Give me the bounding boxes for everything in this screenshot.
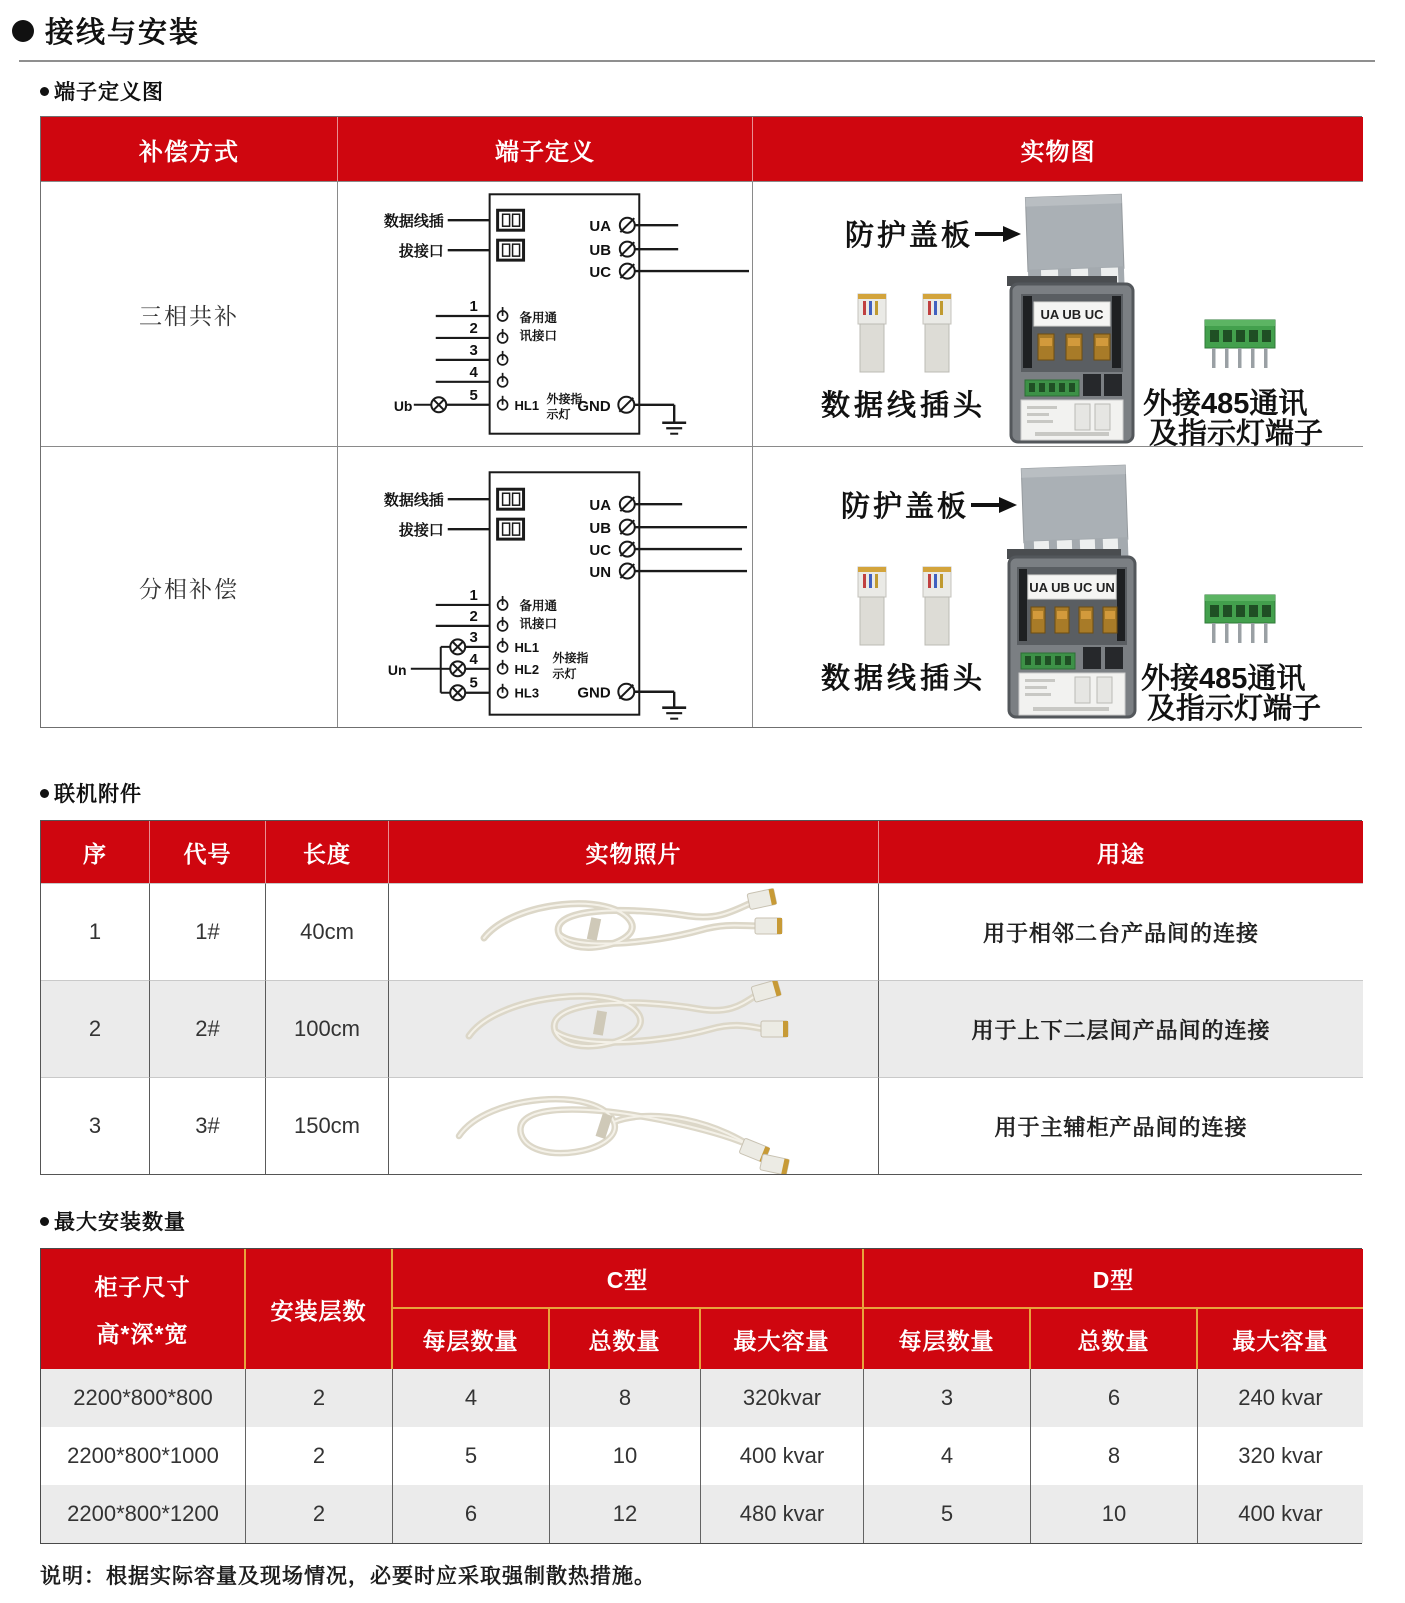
t1-row2-photo-cell	[753, 446, 1363, 727]
t2-r2-code: 2#	[150, 980, 266, 1077]
svg-text:示灯: 示灯	[546, 407, 571, 422]
t1-header-mode: 补偿方式	[41, 117, 338, 181]
t3-r1-d-total: 6	[1031, 1369, 1198, 1427]
rj-connector-icon	[761, 1021, 788, 1037]
t3-r3-c-max: 480 kvar	[701, 1485, 864, 1543]
rj45-plug-icon	[923, 567, 951, 645]
device-front	[1007, 276, 1133, 442]
ground-symbol-icon	[618, 684, 686, 719]
rj-connector-icon	[747, 888, 777, 909]
t3-r3-d-total: 10	[1031, 1485, 1198, 1543]
t2-r3-use: 用于主辅柜产品间的连接	[879, 1077, 1363, 1174]
t2-r2-photo	[389, 980, 879, 1077]
t3-r1-d-max: 240 kvar	[1198, 1369, 1363, 1427]
footnote: 说明：根据实际容量及现场情况，必要时应采取强制散热措施。	[40, 1565, 656, 1588]
page-title: 接线与安装	[45, 17, 201, 49]
photo-three-phase	[753, 182, 1363, 446]
t3-r3-layers: 2	[246, 1485, 393, 1543]
terminal-485	[1205, 320, 1275, 368]
t3-r1-c-per-layer: 4	[393, 1369, 550, 1427]
svg-text:数据线插: 数据线插	[383, 492, 444, 510]
t3-r2-d-total: 8	[1031, 1427, 1198, 1485]
terminal-485	[1205, 595, 1275, 643]
rj-port-icon	[498, 489, 524, 539]
t3-r3-d-max: 400 kvar	[1198, 1485, 1363, 1543]
page-header	[12, 10, 1405, 51]
svg-text:示灯: 示灯	[552, 666, 577, 681]
wiring-diagram-three-phase	[338, 182, 752, 446]
svg-text:外接指: 外接指	[552, 650, 589, 665]
svg-text:UA UB UC: UA UB UC	[1040, 307, 1104, 322]
t3-r3-d-per-layer: 5	[864, 1485, 1031, 1543]
section-label-max-install: 最大安装数量	[40, 1206, 1405, 1236]
t3-header-c-type: C型	[393, 1249, 864, 1309]
t3-header-c-per-layer: 每层数量	[393, 1309, 550, 1369]
svg-text:1: 1	[469, 298, 478, 316]
t3-header-d-max-cap: 最大容量	[1198, 1309, 1363, 1369]
t1-row2-diagram-cell	[338, 446, 753, 727]
device-front	[1007, 549, 1135, 717]
accessories-table	[40, 820, 1362, 1175]
t3-r2-c-per-layer: 5	[393, 1427, 550, 1485]
t3-r2-d-per-layer: 4	[864, 1427, 1031, 1485]
t2-r3-code: 3#	[150, 1077, 266, 1174]
t2-r2-length: 100cm	[266, 980, 389, 1077]
svg-text:数据线插: 数据线插	[383, 213, 444, 231]
t3-header-d-per-layer: 每层数量	[864, 1309, 1031, 1369]
rj-port-icon	[498, 210, 524, 260]
svg-text:HL3: HL3	[514, 685, 540, 701]
t2-header-code: 代号	[150, 821, 266, 883]
svg-text:5: 5	[469, 674, 478, 692]
cable-photo-150cm	[399, 1078, 869, 1174]
title-divider	[19, 60, 1375, 62]
t1-row2-mode: 分相补偿	[41, 446, 338, 727]
svg-text:HL2: HL2	[514, 661, 540, 677]
t3-r2-layers: 2	[246, 1427, 393, 1485]
terminal-definition-table	[40, 116, 1362, 728]
svg-text:UC: UC	[589, 542, 612, 560]
t2-r2-no: 2	[41, 980, 150, 1077]
svg-text:数据线插头: 数据线插头	[821, 390, 987, 422]
t2-r1-photo	[389, 883, 879, 980]
t3-header-c-total: 总数量	[550, 1309, 701, 1369]
t2-r1-code: 1#	[150, 883, 266, 980]
lamp-symbol-icon	[411, 639, 465, 700]
svg-text:Un: Un	[387, 661, 407, 678]
t2-header-photo: 实物照片	[389, 821, 879, 883]
svg-text:拔接口: 拔接口	[398, 522, 444, 540]
cable-photo-40cm	[399, 886, 869, 978]
t3-r1-c-total: 8	[550, 1369, 701, 1427]
t3-r3-c-per-layer: 6	[393, 1485, 550, 1543]
ground-symbol-icon	[618, 397, 686, 434]
cable-photo-100cm	[399, 981, 869, 1077]
svg-text:UN: UN	[589, 564, 612, 582]
t2-r1-use: 用于相邻二台产品间的连接	[879, 883, 1363, 980]
section-label-accessories: 联机附件	[40, 778, 1405, 808]
svg-text:防护盖板: 防护盖板	[845, 220, 974, 252]
svg-text:3: 3	[469, 628, 478, 646]
t3-r1-size: 2200*800*800	[41, 1369, 246, 1427]
max-install-table	[40, 1248, 1362, 1544]
t3-header-d-total: 总数量	[1031, 1309, 1198, 1369]
t3-r2-size: 2200*800*1000	[41, 1427, 246, 1485]
arrow-icon	[971, 497, 1017, 513]
svg-text:HL1: HL1	[514, 397, 540, 413]
t1-header-photo: 实物图	[753, 117, 1363, 181]
svg-text:讯接口: 讯接口	[519, 328, 557, 343]
svg-text:UB: UB	[589, 520, 612, 538]
svg-text:UA: UA	[589, 497, 612, 515]
t2-header-use: 用途	[879, 821, 1363, 883]
t2-r1-no: 1	[41, 883, 150, 980]
t3-r3-size: 2200*800*1200	[41, 1485, 246, 1543]
rj45-plug-icon	[858, 567, 886, 645]
rj45-plug-icon	[858, 294, 886, 372]
t3-r1-d-per-layer: 3	[864, 1369, 1031, 1427]
svg-text:备用通: 备用通	[519, 598, 557, 613]
terminal-symbol-icon	[498, 596, 508, 698]
svg-text:外接指: 外接指	[546, 391, 583, 406]
t1-row1-photo-cell	[753, 181, 1363, 446]
t1-row1-mode: 三相共补	[41, 181, 338, 446]
svg-text:讯接口: 讯接口	[519, 616, 557, 631]
svg-text:2: 2	[469, 607, 478, 625]
t2-r1-length: 40cm	[266, 883, 389, 980]
t3-r2-c-max: 400 kvar	[701, 1427, 864, 1485]
bullet-icon	[40, 789, 49, 798]
t2-r3-length: 150cm	[266, 1077, 389, 1174]
svg-text:UB: UB	[589, 242, 612, 260]
t3-header-d-type: D型	[864, 1249, 1363, 1309]
bullet-icon	[40, 87, 49, 96]
rj-connector-icon	[759, 1154, 789, 1174]
svg-text:GND: GND	[577, 397, 611, 415]
t3-r2-c-total: 10	[550, 1427, 701, 1485]
photo-split-phase	[753, 447, 1363, 727]
t2-r3-no: 3	[41, 1077, 150, 1174]
svg-text:HL1: HL1	[514, 639, 540, 655]
lamp-symbol-icon	[414, 397, 446, 412]
section-label-terminal-definition: 端子定义图	[40, 76, 1405, 106]
title-bullet-icon	[12, 20, 34, 42]
t2-r3-photo	[389, 1077, 879, 1174]
svg-text:3: 3	[469, 341, 478, 359]
svg-text:GND: GND	[577, 684, 611, 702]
terminal-screw-icon	[1038, 334, 1110, 360]
svg-text:拔接口: 拔接口	[398, 243, 444, 261]
svg-text:4: 4	[469, 363, 478, 381]
t3-r1-layers: 2	[246, 1369, 393, 1427]
t3-header-c-max-cap: 最大容量	[701, 1309, 864, 1369]
svg-text:1: 1	[469, 586, 478, 604]
svg-text:及指示灯端子: 及指示灯端子	[1147, 693, 1322, 725]
t1-header-definition: 端子定义	[338, 117, 753, 181]
t3-r2-d-max: 320 kvar	[1198, 1427, 1363, 1485]
rj-connector-icon	[751, 981, 781, 1002]
svg-text:4: 4	[469, 650, 478, 668]
t2-r2-use: 用于上下二层间产品间的连接	[879, 980, 1363, 1077]
arrow-icon	[975, 226, 1021, 242]
t2-header-length: 长度	[266, 821, 389, 883]
svg-text:外接485通讯: 外接485通讯	[1143, 388, 1308, 420]
t1-row1-diagram-cell	[338, 181, 753, 446]
terminal-symbol-icon	[498, 307, 508, 410]
wiring-diagram-split-phase	[338, 447, 752, 727]
svg-text:UA: UA	[589, 218, 612, 236]
rj-connector-icon	[755, 918, 782, 934]
svg-text:Ub: Ub	[393, 397, 413, 414]
t3-r1-c-max: 320kvar	[701, 1369, 864, 1427]
svg-text:及指示灯端子: 及指示灯端子	[1149, 418, 1324, 446]
svg-text:外接485通讯: 外接485通讯	[1141, 663, 1306, 695]
svg-text:UA UB UC UN: UA UB UC UN	[1029, 580, 1115, 595]
rj45-plug-icon	[923, 294, 951, 372]
svg-text:备用通: 备用通	[519, 310, 557, 325]
t3-header-cabinet-size: 柜子尺寸 高*深*宽	[41, 1249, 246, 1369]
svg-text:UC: UC	[589, 264, 612, 282]
bullet-icon	[40, 1217, 49, 1226]
t2-header-no: 序	[41, 821, 150, 883]
svg-text:防护盖板: 防护盖板	[841, 491, 970, 523]
t3-r3-c-total: 12	[550, 1485, 701, 1543]
svg-text:2: 2	[469, 319, 478, 337]
svg-text:数据线插头: 数据线插头	[821, 663, 987, 695]
t3-header-layers: 安装层数	[246, 1249, 393, 1369]
svg-text:5: 5	[469, 386, 478, 404]
